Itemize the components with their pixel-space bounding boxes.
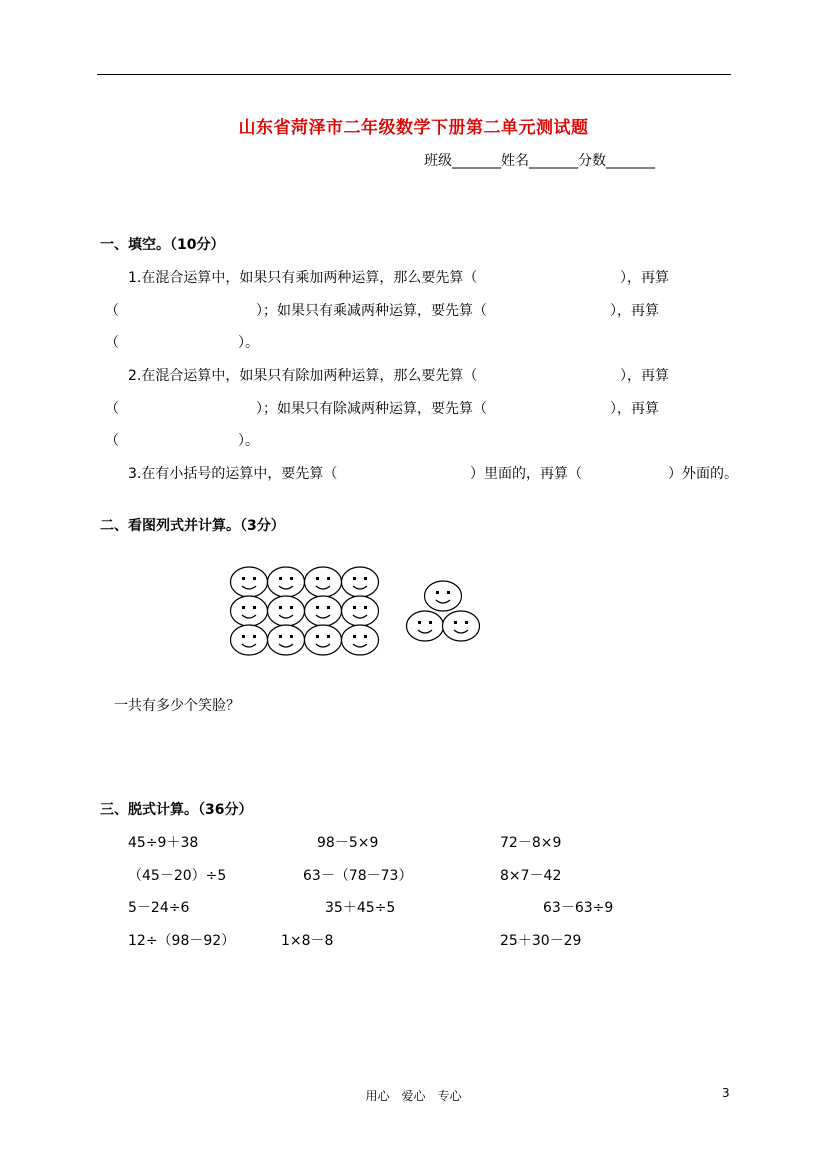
q3-middle: ）里面的，再算（	[470, 466, 582, 482]
section2-heading: 二、看图列式并计算。（3分）	[100, 518, 285, 534]
calc-item: 63－（78－73）	[303, 868, 413, 884]
section3-heading: 三、脱式计算。（36分）	[100, 802, 253, 818]
q1-line2-text: ）；如果只有乘减两种运算，要先算（	[256, 303, 487, 319]
smiley-grid-left	[231, 567, 379, 655]
q2-line2-tail: ），再算	[610, 401, 659, 417]
q1-line2-tail: ），再算	[610, 303, 659, 319]
calc-item: 5－24÷6	[128, 900, 190, 916]
calc-item: 35＋45÷5	[325, 900, 396, 916]
q2-line3-open: （	[105, 433, 119, 449]
calc-item: 25＋30－29	[500, 933, 582, 949]
q1-line1-tail: ），再算	[620, 270, 669, 286]
calc-item: 8×7－42	[500, 868, 562, 884]
q1-line1-text: 1.在混合运算中，如果只有乘加两种运算，那么要先算（	[128, 270, 478, 286]
calc-item: 12÷（98－92）	[128, 933, 236, 949]
footer-slogan: 用心 爱心 专心	[365, 1089, 462, 1103]
calc-item: （45－20）÷5	[128, 868, 227, 884]
q1-line2-open: （	[105, 303, 119, 319]
q2-line3-close: ）。	[238, 433, 259, 449]
smiley-pyramid-right	[407, 581, 480, 641]
q1-line3-close: ）。	[238, 335, 259, 351]
calc-item: 1×8－8	[281, 933, 334, 949]
q1-line3-open: （	[105, 335, 119, 351]
page-number: 3	[722, 1086, 730, 1100]
q2-line1-tail: ），再算	[620, 368, 669, 384]
page-title: 山东省菏泽市二年级数学下册第二单元测试题	[238, 118, 589, 138]
q2-line2-text: ）；如果只有除减两种运算，要先算（	[256, 401, 487, 417]
q3-tail: ）外面的。	[668, 466, 738, 482]
q2-line1-text: 2.在混合运算中，如果只有除加两种运算，那么要先算（	[128, 368, 478, 384]
calc-item: 63－63÷9	[543, 900, 614, 916]
header-rule	[97, 74, 731, 75]
calc-item: 45÷9＋38	[128, 835, 199, 851]
q3-text: 3.在有小括号的运算中，要先算（	[128, 466, 338, 482]
smiley-faces-image	[228, 564, 488, 660]
student-info-line: 班级_______姓名_______分数_______	[424, 153, 655, 169]
section2-question: 一共有多少个笑脸？	[114, 698, 240, 714]
calc-item: 72－8×9	[500, 835, 562, 851]
calc-item: 98－5×9	[317, 835, 379, 851]
section1-heading: 一、填空。（10分）	[100, 237, 225, 253]
q2-line2-open: （	[105, 401, 119, 417]
